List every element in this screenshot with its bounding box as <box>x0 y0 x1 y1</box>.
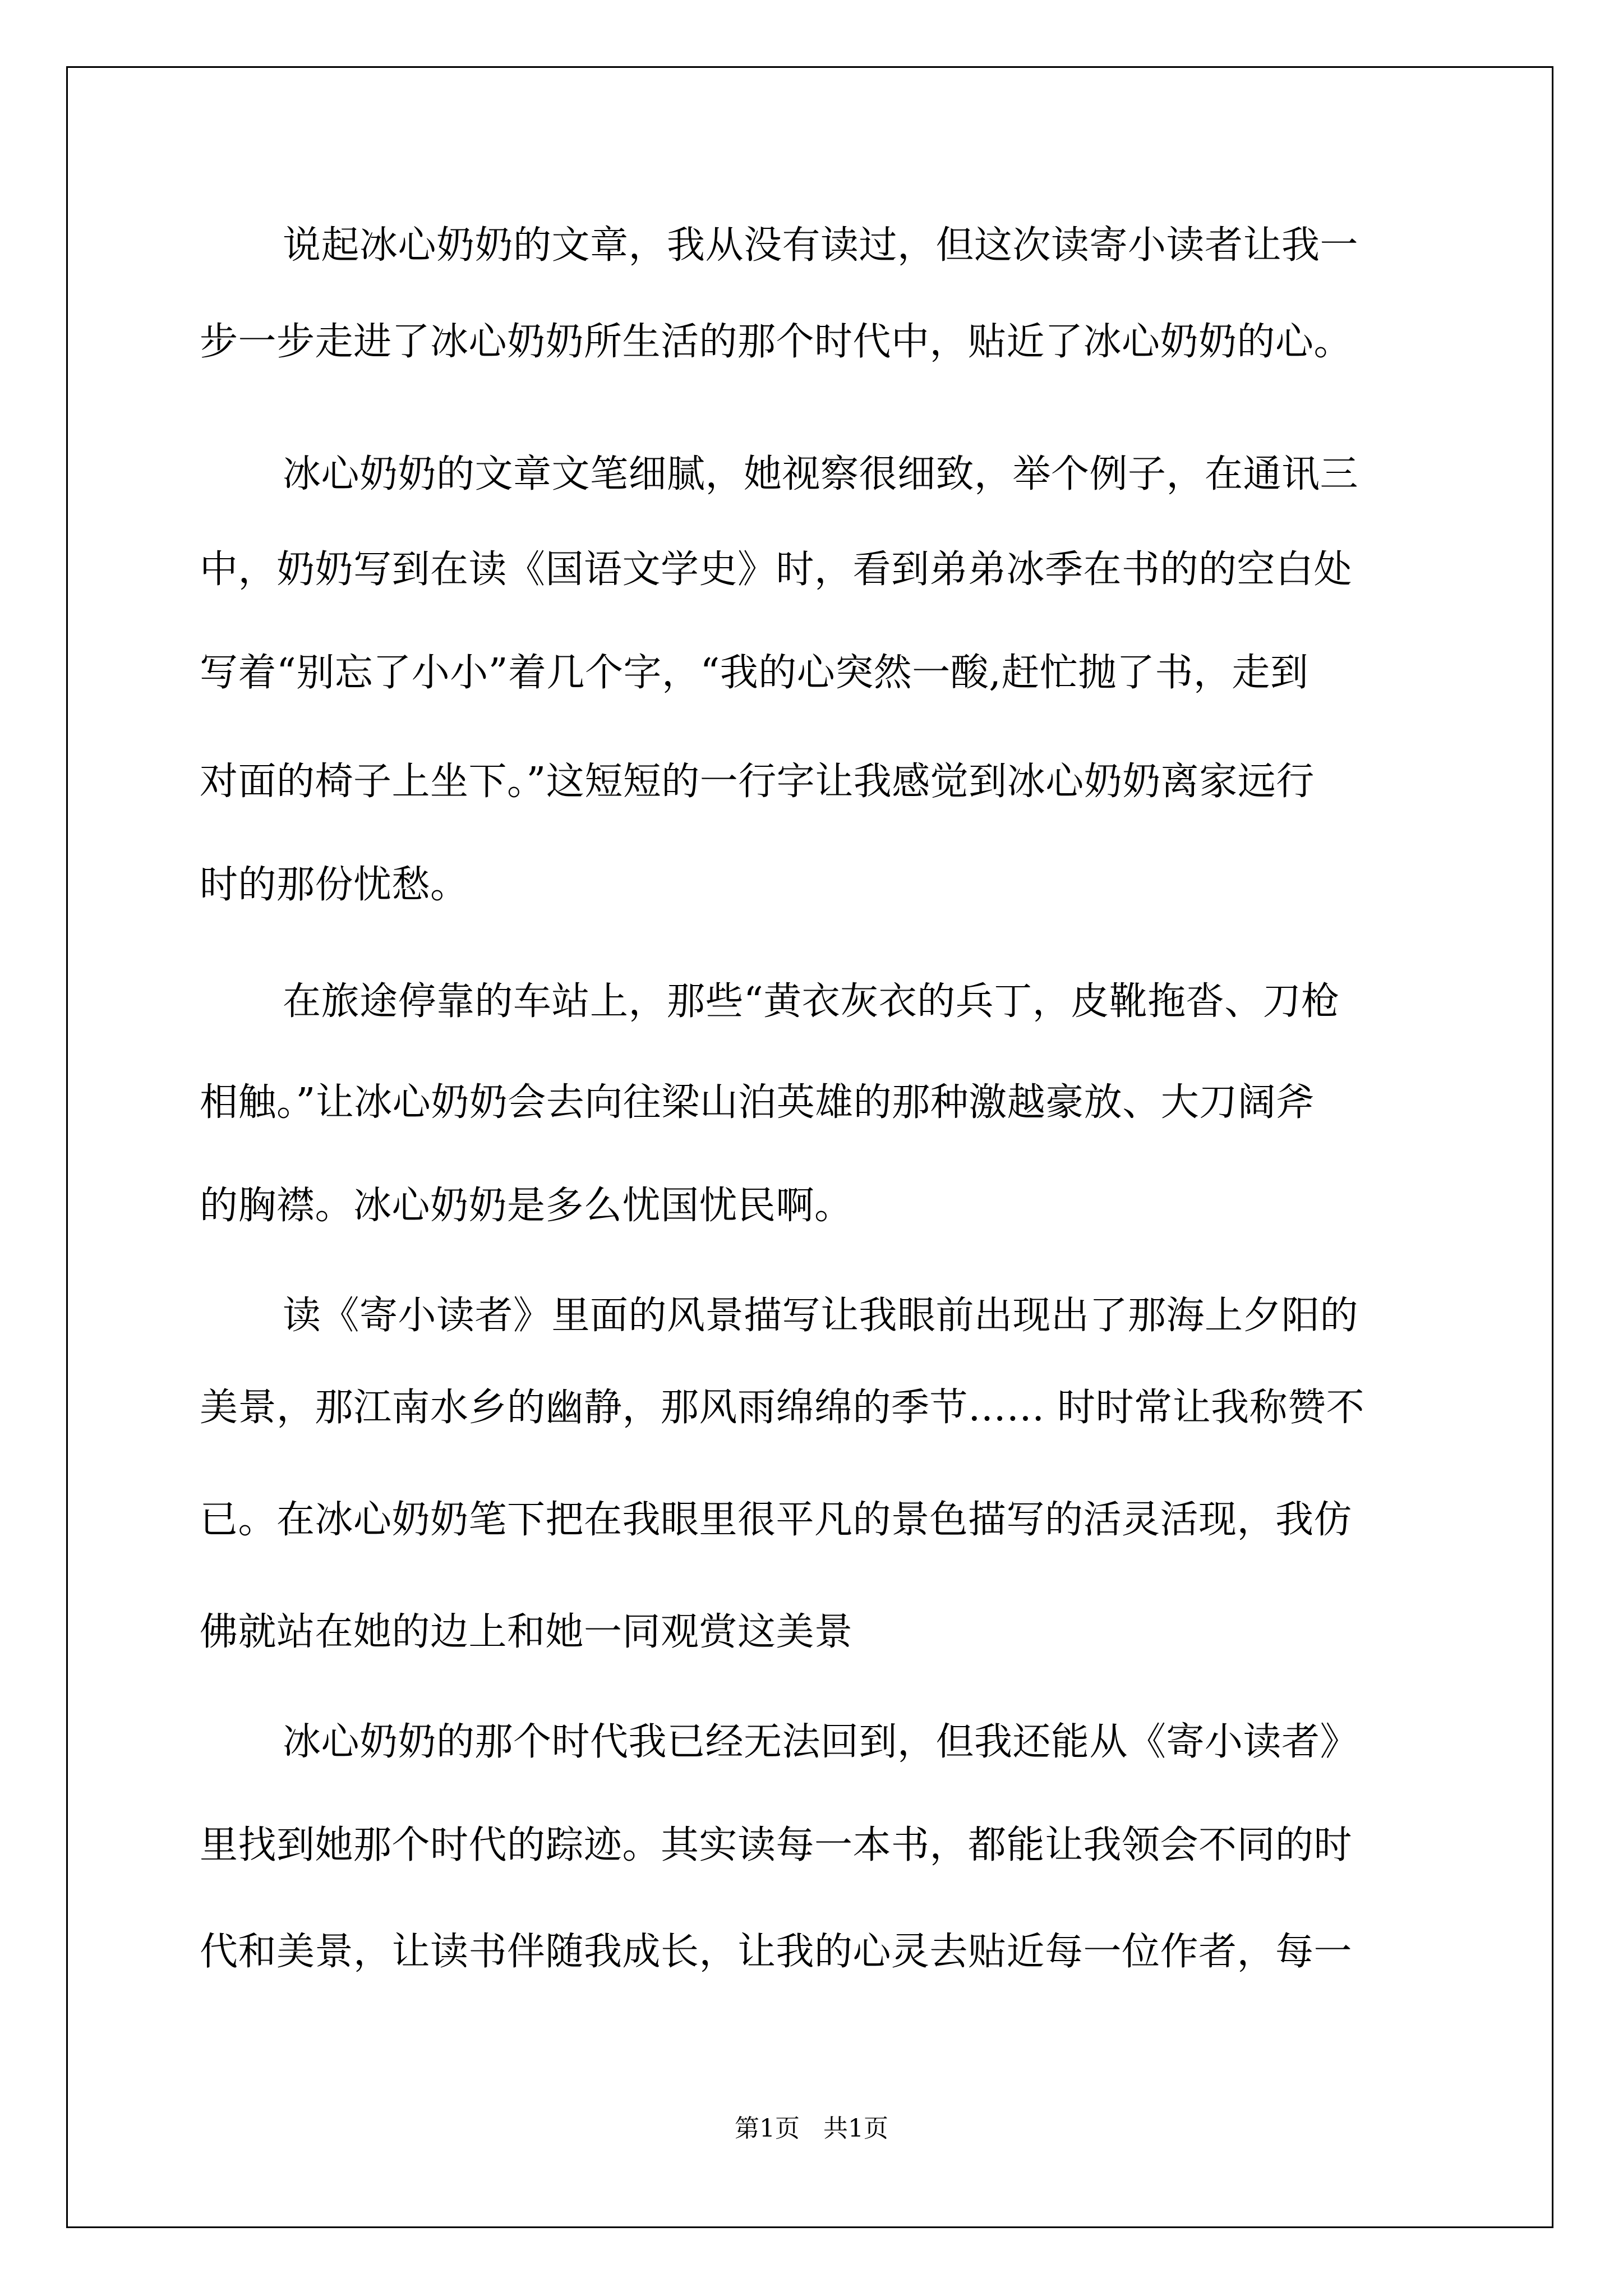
text-line: 里找到她那个时代的踪迹。其实读每一本书，都能让我领会不同的时 <box>200 1823 1353 1867</box>
text-line: 的胸襟。冰心奶奶是多么忧国忧民啊。 <box>200 1184 853 1228</box>
page-number-footer: 第1页 共1页 <box>735 2114 888 2143</box>
text-line: 已。在冰心奶奶笔下把在我眼里很平凡的景色描写的活灵活现，我仿 <box>200 1498 1353 1542</box>
text-line: 佛就站在她的边上和她一同观赏这美景 <box>200 1610 853 1654</box>
text-line: 冰心奶奶的那个时代我已经无法回到，但我还能从《寄小读者》 <box>283 1720 1359 1764</box>
text-line: 美景，那江南水乡的幽静，那风雨绵绵的季节…… 时时常让我称赞不 <box>200 1386 1365 1430</box>
text-line: 步一步走进了冰心奶奶所生活的那个时代中，贴近了冰心奶奶的心。 <box>200 320 1353 364</box>
text-line: 读《寄小读者》里面的风景描写让我眼前出现出了那海上夕阳的 <box>283 1294 1359 1338</box>
text-line: 说起冰心奶奶的文章，我从没有读过，但这次读寄小读者让我一 <box>283 223 1359 268</box>
text-line: 对面的椅子上坐下。”这短短的一行字让我感觉到冰心奶奶离家远行 <box>200 760 1315 804</box>
text-line: 代和美景，让读书伴随我成长，让我的心灵去贴近每一位作者，每一 <box>200 1930 1353 1974</box>
text-line: 时的那份忧愁。 <box>200 863 469 907</box>
text-line: 相触。”让冰心奶奶会去向往梁山泊英雄的那种激越豪放、大刀阔斧 <box>200 1080 1315 1125</box>
text-line: 冰心奶奶的文章文笔细腻，她视察很细致，举个例子，在通讯三 <box>283 452 1359 496</box>
text-line: 写着“别忘了小小”着几个字，“我的心突然一酸,赶忙抛了书，走到 <box>200 651 1309 695</box>
text-line: 中，奶奶写到在读《国语文学史》时，看到弟弟冰季在书的的空白处 <box>200 547 1353 592</box>
text-line: 在旅途停靠的车站上，那些“黄衣灰衣的兵丁，皮靴拖沓、刀枪 <box>283 979 1340 1024</box>
page-border <box>66 66 1553 2228</box>
